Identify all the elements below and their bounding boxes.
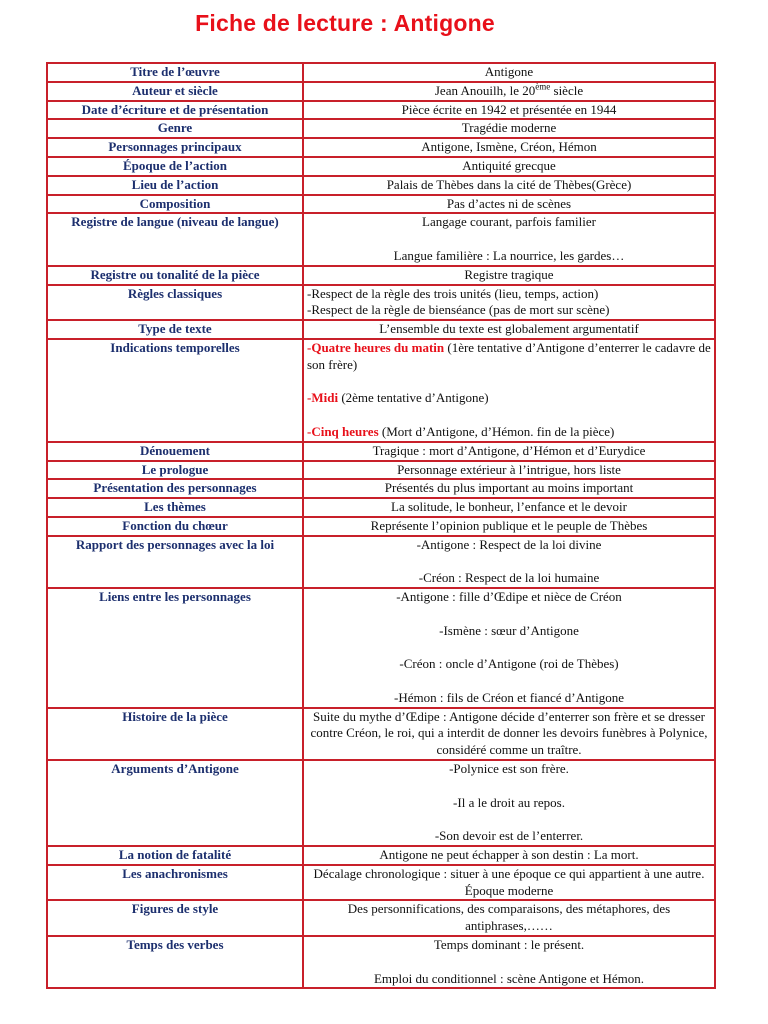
- table-row: [47, 213, 715, 265]
- row-value: [303, 213, 715, 265]
- row-label: Arguments d’Antigone: [47, 760, 303, 846]
- table-row: [47, 266, 715, 285]
- value-line: -Il a le droit au repos.: [453, 794, 565, 810]
- table-row: [47, 865, 715, 901]
- time-indication: [307, 340, 711, 374]
- page-title: Fiche de lecture : Antigone: [195, 10, 495, 36]
- table-row: [47, 479, 715, 498]
- row-value: Pièce écrite en 1942 et présentée en 1944: [303, 101, 715, 120]
- value-text: siècle: [550, 82, 584, 98]
- row-value: Pas d’actes ni de scènes: [303, 195, 715, 214]
- table-row: [47, 498, 715, 517]
- row-value: [303, 936, 715, 988]
- table-row: [47, 517, 715, 536]
- row-label: Présentation des personnages: [47, 479, 303, 498]
- value-line: -Créon : Respect de la loi humaine: [418, 570, 600, 586]
- row-value: [303, 760, 715, 846]
- value-text: Jean Anouilh, le 20: [434, 82, 536, 98]
- value-line: -Antigone : fille d’Œdipe et nièce de Créon: [396, 589, 622, 605]
- table-row: [47, 101, 715, 120]
- row-value: [303, 588, 715, 708]
- time-description: (2ème tentative d’Antigone): [338, 390, 489, 406]
- row-label: Indications temporelles: [47, 339, 303, 442]
- row-value: Décalage chronologique : situer à une époque ce qui appartient à une autre. Époque moderne: [303, 865, 715, 901]
- value-line: -Ismène : sœur d’Antigone: [439, 622, 579, 638]
- value-line: -Polynice est son frère.: [449, 761, 569, 777]
- value-line: -Créon : oncle d’Antigone (roi de Thèbes): [399, 656, 619, 672]
- table-row: [47, 339, 715, 442]
- table-row: [47, 442, 715, 461]
- table-row: [47, 900, 715, 936]
- table-row: [47, 936, 715, 988]
- row-label: Histoire de la pièce: [47, 708, 303, 760]
- row-value: Tragique : mort d’Antigone, d’Hémon et d’Eurydice: [303, 442, 715, 461]
- time-highlight: -Quatre heures du matin: [307, 339, 445, 355]
- value-line: Temps dominant : le présent.: [433, 937, 585, 953]
- table-row: [47, 461, 715, 480]
- row-value: La solitude, le bonheur, l’enfance et le devoir: [303, 498, 715, 517]
- table-row: [47, 195, 715, 214]
- row-label: Dénouement: [47, 442, 303, 461]
- table-row: [47, 176, 715, 195]
- row-value: [303, 82, 715, 101]
- row-value: Personnage extérieur à l’intrigue, hors liste: [303, 461, 715, 480]
- row-label: Personnages principaux: [47, 138, 303, 157]
- row-label: Époque de l’action: [47, 157, 303, 176]
- row-label: Composition: [47, 195, 303, 214]
- row-label: Registre de langue (niveau de langue): [47, 213, 303, 265]
- row-value: Antigone: [303, 63, 715, 82]
- row-value: [303, 536, 715, 588]
- row-value: Registre tragique: [303, 266, 715, 285]
- table-row: [47, 63, 715, 82]
- time-highlight: -Midi: [307, 390, 339, 406]
- row-label: Date d’écriture et de présentation: [47, 101, 303, 120]
- time-description: (Mort d’Antigone, d’Hémon. fin de la pièce): [378, 423, 615, 439]
- row-label: Le prologue: [47, 461, 303, 480]
- value-line: -Respect de la règle de bienséance (pas de mort sur scène): [307, 302, 610, 318]
- row-value: Antiquité grecque: [303, 157, 715, 176]
- row-label: Rapport des personnages avec la loi: [47, 536, 303, 588]
- row-value: Des personnifications, des comparaisons, des métaphores, des antiphrases,……: [303, 900, 715, 936]
- table-row: [47, 320, 715, 339]
- table-row: [47, 588, 715, 708]
- row-label: Les thèmes: [47, 498, 303, 517]
- row-label: La notion de fatalité: [47, 846, 303, 865]
- reading-sheet-table: [46, 62, 716, 989]
- value-line: -Antigone : Respect de la loi divine: [416, 536, 602, 552]
- row-label: Type de texte: [47, 320, 303, 339]
- value-superscript: ème: [535, 81, 551, 92]
- row-label: Temps des verbes: [47, 936, 303, 988]
- row-value: L’ensemble du texte est globalement argumentatif: [303, 320, 715, 339]
- table-row: [47, 157, 715, 176]
- row-label: Genre: [47, 119, 303, 138]
- time-highlight: -Cinq heures: [307, 423, 379, 439]
- value-line: -Son devoir est de l’enterrer.: [434, 828, 584, 844]
- row-label: Lieu de l’action: [47, 176, 303, 195]
- time-description: (1ère tentative d’Antigone d’enterrer le cadavre de son frère): [307, 339, 711, 372]
- time-indication: [307, 424, 711, 441]
- row-value: Palais de Thèbes dans la cité de Thèbes(Grèce): [303, 176, 715, 195]
- row-label: Fonction du chœur: [47, 517, 303, 536]
- value-line: Langue familière : La nourrice, les gardes…: [393, 247, 625, 263]
- table-row: [47, 760, 715, 846]
- row-value: Suite du mythe d’Œdipe : Antigone décide d’enterrer son frère et se dresser contre Créon, le roi, qui a interdit de donner les devoirs funèbres à Polynice, considéré comme un traître.: [303, 708, 715, 760]
- row-value: Tragédie moderne: [303, 119, 715, 138]
- value-line: -Respect de la règle des trois unités (lieu, temps, action): [307, 285, 599, 301]
- row-label: Titre de l’œuvre: [47, 63, 303, 82]
- value-line: Emploi du conditionnel : scène Antigone et Hémon.: [373, 970, 645, 986]
- row-label: Figures de style: [47, 900, 303, 936]
- row-value: [303, 285, 715, 321]
- table-row: [47, 708, 715, 760]
- row-value: Antigone, Ismène, Créon, Hémon: [303, 138, 715, 157]
- row-label: Liens entre les personnages: [47, 588, 303, 708]
- row-label: Règles classiques: [47, 285, 303, 321]
- value-line: Langage courant, parfois familier: [422, 214, 596, 230]
- table-row: [47, 536, 715, 588]
- row-value: Présentés du plus important au moins important: [303, 479, 715, 498]
- row-value: [303, 339, 715, 442]
- row-value: Représente l’opinion publique et le peuple de Thèbes: [303, 517, 715, 536]
- row-value: Antigone ne peut échapper à son destin : La mort.: [303, 846, 715, 865]
- table-row: [47, 82, 715, 101]
- table-row: [47, 846, 715, 865]
- table-row: [47, 285, 715, 321]
- row-label: Registre ou tonalité de la pièce: [47, 266, 303, 285]
- value-line: -Hémon : fils de Créon et fiancé d’Antigone: [394, 689, 624, 705]
- time-indication: [307, 390, 711, 407]
- table-row: [47, 138, 715, 157]
- row-label: Auteur et siècle: [47, 82, 303, 101]
- row-label: Les anachronismes: [47, 865, 303, 901]
- table-row: [47, 119, 715, 138]
